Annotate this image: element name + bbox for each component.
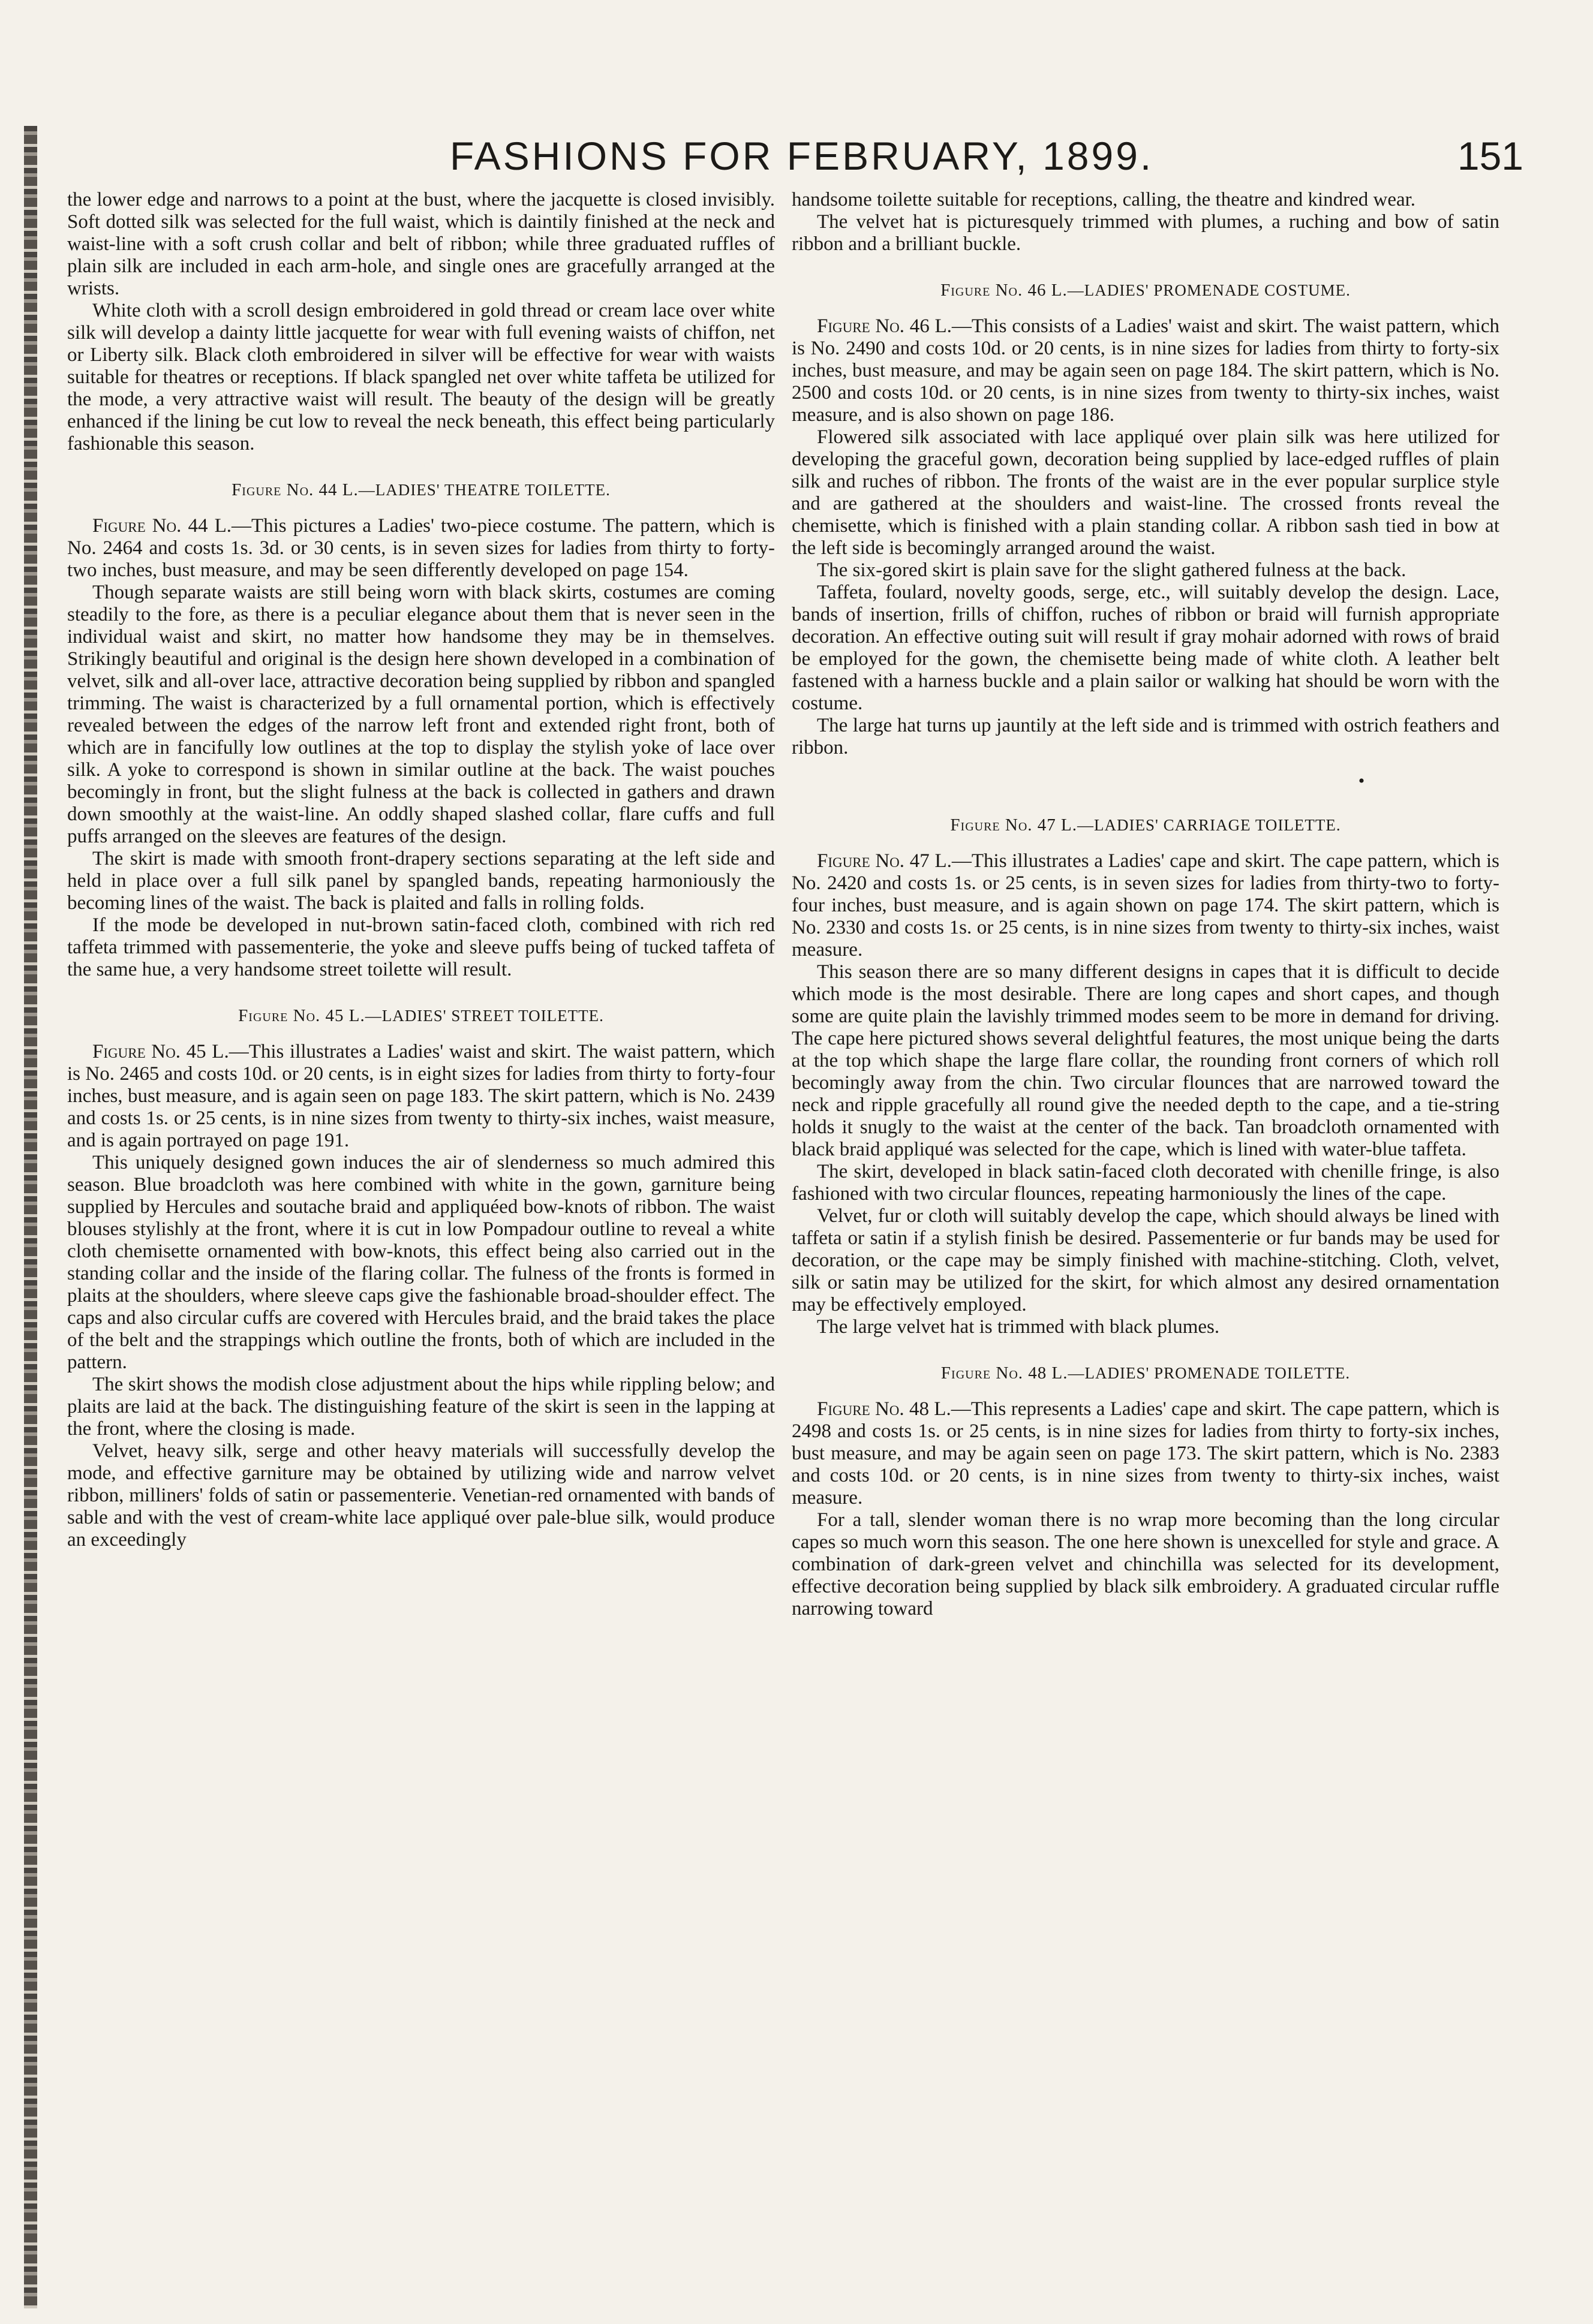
figure-label: Figure No. 45 L. [238,1006,365,1025]
figure-reference: Figure No. 48 L. [817,1398,951,1420]
paragraph: White cloth with a scroll design embroidered in gold thread or cream lace over white silk will develop a dainty little jacquette for wear with full evening waists of chiffon, net or Liberty silk. Black cloth embroidered in silver will be effective for wear with waists suitable for theatres or receptions. If black spangled net over white taffeta be utilized for the mode, a very attractive waist will result. The beauty of the design will be greatly enhanced if the lining be cut low to reveal the neck beneath, this effect being particularly fashionable this season. [67,300,775,454]
paragraph [67,1041,775,1152]
paragraph-text: —This represents a Ladies' cape and skirt. The cape pattern, which is 2498 and costs 1s. or 25 cents, is in nine sizes for ladies from thirty to forty-six inches, bust measure, and may be again seen on page 173. The skirt pattern, which is No. 2383 and costs 10d. or 20 cents, is in nine sizes from twenty to thirty-six inches, waist measure. [792,1398,1499,1509]
paragraph-text: —This illustrates a Ladies' waist and skirt. The waist pattern, which is No. 2465 and costs 10d. or 20 cents, is in eight sizes for ladies from thirty to forty-four inches, bust measure, and is again seen on page 183. The skirt pattern, which is No. 2439 and costs 1s. or 25 cents, is in nine sizes from twenty to thirty-six inches, waist measure, and is again portrayed on page 191. [67,1041,775,1151]
paragraph: the lower edge and narrows to a point at the bust, where the jacquette is closed invisibly. Soft dotted silk was selected for the full waist, which is daintily finished at the neck and waist-line with a soft crush collar and belt of ribbon; while three graduated ruffles of plain silk are included in each arm-hole, and single ones are gracefully arranged at the wrists. [67,189,775,299]
paragraph: The six-gored skirt is plain save for the slight gathered fulness at the back. [817,559,1406,581]
paragraph [792,315,1499,426]
section-title: —LADIES' PROMENADE TOILETTE. [1068,1364,1351,1382]
ornament-mark: • [1358,771,1365,791]
figure-reference: Figure No. 47 L. [817,850,952,872]
paragraph: The skirt, developed in black satin-faced cloth decorated with chenille fringe, is also fashioned with two circular flounces, repeating harmoniously the lines of the cape. [792,1161,1499,1205]
section-heading-figure-44 [67,479,775,501]
paragraph: Flowered silk associated with lace appliqué over plain silk was here utilized for developing the graceful gown, decoration being supplied by lace-edged ruffles of plain silk and ruches of ribbon. The fronts of the waist are in the ever popular surplice style and are gathered at the shoulders and waist-line. The crossed fronts reveal the chemisette, which is finished with a plain standing collar. A ribbon sash tied in bow at the left side is becomingly arranged around the waist. [792,426,1499,559]
right-column [792,189,1499,2305]
paragraph-text: —This pictures a Ladies' two-piece costume. The pattern, which is No. 2464 and costs 1s. 3d. or 30 cents, is in seven sizes for ladies from thirty to forty-two inches, bust measure, and may be seen differently developed on page 154. [67,515,775,581]
section-title: —LADIES' STREET TOILETTE. [365,1007,604,1025]
page-header [66,133,1559,187]
paragraph: handsome toilette suitable for receptions, calling, the theatre and kindred wear. [792,189,1416,210]
left-column [67,189,775,2305]
page-number: 151 [1457,134,1523,178]
paragraph: If the mode be developed in nut-brown satin-faced cloth, combined with rich red taffeta trimmed with passementerie, the yoke and sleeve puffs being of tucked taffeta of the same hue, a very handsome street toilette will result. [67,914,775,980]
paragraph: This uniquely designed gown induces the air of slenderness so much admired this season. Blue broadcloth was here combined with white in the gown, garniture being supplied by Hercules and soutache braid and appliquéed bow-knots of ribbon. The waist blouses stylishly at the front, where it is cut in low Pompadour outline to reveal a white cloth chemisette ornamented with bow-knots, this effect being also carried out in the standing collar and the inside of the flaring collar. The fulness of the fronts is formed in plaits at the shoulders, where sleeve caps give the fashionable broad-shoulder effect. The caps and also circular cuffs are covered with Hercules braid, and the braid takes the place of the belt and the strappings which outline the fronts, both of which are included in the pattern. [67,1152,775,1373]
running-title: FASHIONS FOR FEBRUARY, 1899. [450,134,1154,178]
paragraph: The large hat turns up jauntily at the left side and is trimmed with ostrich feathers and ribbon. [792,715,1499,758]
binding-edge-shadow [24,126,37,2308]
paragraph: This season there are so many different designs in capes that it is difficult to decide which mode is the most desirable. There are long capes and short capes, and though some are quite plain the lavishly trimmed modes seem to be more in demand for driving. The cape here pictured shows several delightful features, the most unique being the darts at the top which shape the large flare collar, the rounding front corners of which roll becomingly away from the chin. Two circular flounces that are narrowed toward the neck and ripple gracefully all round give the needed depth to the cape, and a tie-string holds it snugly to the waist at the center of the back. Tan broadcloth ornamented with black braid appliqué was selected for the cape, which is lined with water-blue taffeta. [792,961,1499,1160]
section-title: —LADIES' THEATRE TOILETTE. [358,481,611,499]
figure-label: Figure No. 46 L. [940,281,1068,300]
section-title: —LADIES' PROMENADE COSTUME. [1067,281,1351,299]
paragraph: The skirt shows the modish close adjustment about the hips while rippling below; and plaits are laid at the back. The distinguishing feature of the skirt is seen in the lapping at the front, where the closing is made. [67,1374,775,1440]
paragraph-text: —This consists of a Ladies' waist and skirt. The waist pattern, which is No. 2490 and costs 10d. or 20 cents, is in nine sizes for ladies from thirty to forty-six inches, bust measure, and may be again seen on page 184. The skirt pattern, which is No. 2500 and costs 10d. or 20 cents, is in nine sizes from twenty to thirty-six inches, waist measure, and is also shown on page 186. [792,315,1499,426]
paragraph: The large velvet hat is trimmed with black plumes. [817,1316,1220,1338]
figure-reference: Figure No. 46 L. [817,315,952,337]
paragraph: Taffeta, foulard, novelty goods, serge, etc., will suitably develop the design. Lace, bands of insertion, frills of chiffon, ruches of ribbon or braid will furnish appropriate decoration. An effective outing suit will result if gray mohair adorned with rows of braid be employed for the gown, the chemisette being made of white cloth. A leather belt fastened with a harness buckle and a plain sailor or walking hat should be worn with the costume. [792,582,1499,714]
section-heading-figure-45 [67,1005,775,1026]
figure-label: Figure No. 48 L. [940,1363,1068,1383]
figure-reference: Figure No. 44 L. [92,515,232,537]
paragraph: The velvet hat is picturesquely trimmed with plumes, a ruching and bow of satin ribbon and a brilliant buckle. [792,211,1499,255]
figure-reference: Figure No. 45 L. [92,1041,229,1062]
section-heading-figure-48 [792,1362,1499,1384]
paragraph [67,515,775,582]
section-heading-figure-46 [792,279,1499,301]
paragraph: For a tall, slender woman there is no wrap more becoming than the long circular capes so much worn this season. The one here shown is unexcelled for style and grace. A combination of dark-green velvet and chinchilla was selected for its development, effective decoration being supplied by black silk embroidery. A graduated circular ruffle narrowing toward [792,1509,1499,1619]
paragraph: Velvet, fur or cloth will suitably develop the cape, which should always be lined with taffeta or satin if a stylish finish be desired. Passementerie or fur bands may be used for decoration, or the cape may be simply finished with machine-stitching. Cloth, velvet, silk or satin may be utilized for the skirt, for which almost any desired ornamentation may be effectively employed. [792,1205,1499,1315]
figure-label: Figure No. 47 L. [950,815,1077,835]
paragraph: Though separate waists are still being worn with black skirts, costumes are coming steadily to the fore, as there is a peculiar elegance about them that is never seen in the individual waist and skirt, no matter how handsome they may be in themselves. Strikingly beautiful and original is the design here shown developed in a combination of velvet, silk and all-over lace, attractive decoration being supplied by ribbon and spangled trimming. The waist is characterized by a full ornamental portion, which is effectively revealed between the edges of the narrow left front and extended right front, both of which are in fancifully low outlines at the top to display the stylish yoke of lace over silk. A yoke to correspond is shown in similar outline at the back. The waist pouches becomingly in front, but the slight fulness at the back is collected in gathers and drawn down smoothly at the waist-line. An oddly shaped slashed collar, flare cuffs and full puffs arranged on the sleeves are features of the design. [67,582,775,847]
paragraph [792,1398,1499,1509]
paragraph-text: —This illustrates a Ladies' cape and skirt. The cape pattern, which is No. 2420 and costs 1s. or 25 cents, is in seven sizes for ladies from thirty-two to forty-four inches, bust measure, and is again shown on page 174. The skirt pattern, which is No. 2330 and costs 1s. or 25 cents, is in nine sizes from twenty to thirty-six inches, waist measure. [792,850,1499,961]
figure-label: Figure No. 44 L. [232,480,359,499]
paragraph [792,850,1499,961]
section-title: —LADIES' CARRIAGE TOILETTE. [1077,816,1341,834]
section-heading-figure-47 [792,814,1499,836]
paragraph: Velvet, heavy silk, serge and other heavy materials will successfully develop the mode, and effective garniture may be obtained by utilizing wide and narrow velvet ribbon, milliners' folds of satin or passementerie. Venetian-red ornamented with bands of sable and with the vest of cream-white lace appliqué over pale-blue silk, would produce an exceedingly [67,1440,775,1551]
paragraph: The skirt is made with smooth front-drapery sections separating at the left side and held in place over a full silk panel by spangled bands, repeating harmoniously the becoming lines of the waist. The back is plaited and falls in rolling folds. [67,848,775,914]
